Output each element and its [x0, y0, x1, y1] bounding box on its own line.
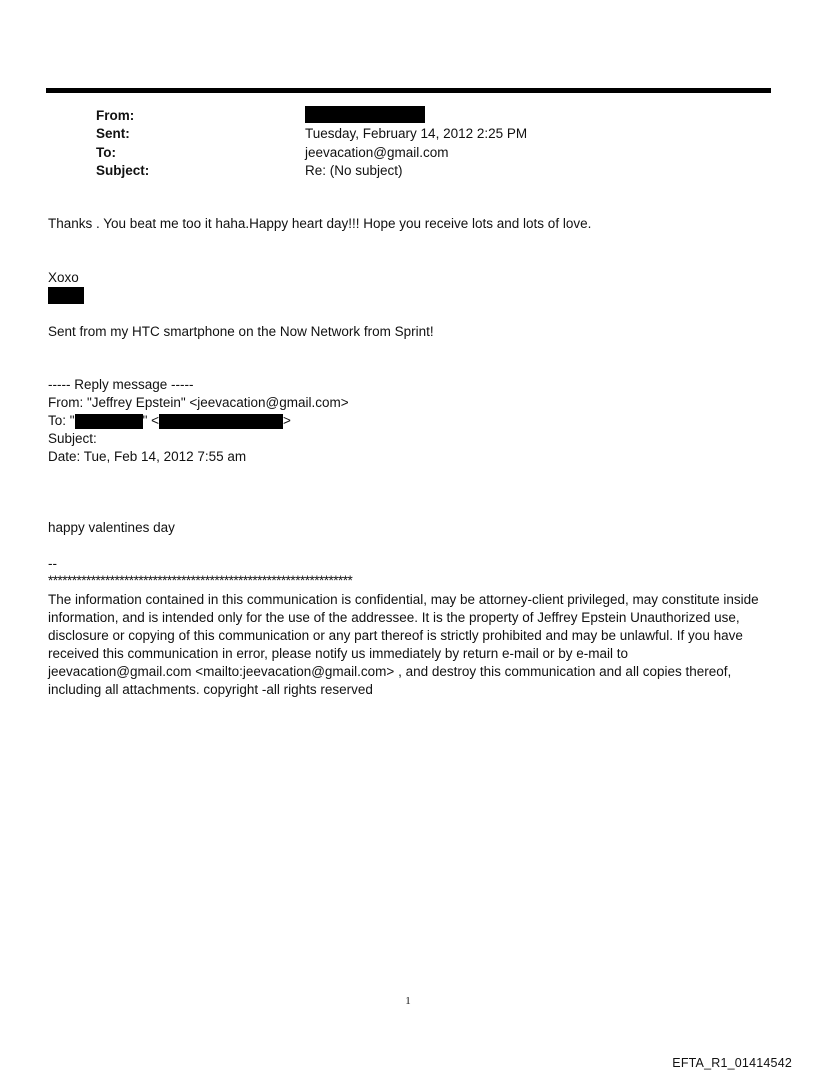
subject-label: Subject: — [96, 163, 150, 178]
reply-date: Date: Tue, Feb 14, 2012 7:55 am — [48, 449, 247, 464]
subject-value: Re: (No subject) — [305, 163, 403, 178]
signoff-text: Xoxo — [48, 270, 79, 285]
header-rule — [46, 88, 771, 93]
reply-subject: Subject: — [48, 431, 97, 446]
reply-divider: ----- Reply message ----- — [48, 377, 194, 392]
bates-number: EFTA_R1_01414542 — [672, 1056, 792, 1070]
redacted-signature — [48, 287, 84, 304]
reply-from: From: "Jeffrey Epstein" <jeevacation@gmail.com> — [48, 395, 349, 410]
sent-value: Tuesday, February 14, 2012 2:25 PM — [305, 126, 528, 141]
confidentiality-disclaimer: The information contained in this communication is confidential, may be attorney-client privileged, may constitute inside information, and is intended only for the use of the addressee. It is the property of Jeffrey Epstein Unauthorized use, disclosure or copying of this communication or any part thereof is strictly prohibited and may be unlawful. If you have received this communication in error, please notify us immediately by return e-mail or by e-mail to jeevacation@gmail.com <mailto:jeevacation@gmail.com> , and destroy this communication and all copies thereof, including all attachments. copyright -all rights reserved — [48, 592, 759, 697]
redacted-recipient-name — [75, 414, 143, 429]
message-text: Thanks . You beat me too it haha.Happy heart day!!! Hope you receive lots and lots of love. — [48, 216, 592, 231]
signature-dash: -- — [48, 556, 57, 571]
redacted-sender — [305, 106, 425, 123]
page-number: 1 — [405, 995, 411, 1007]
reply-to — [48, 412, 291, 430]
signature-stars: **************************************************************** — [48, 573, 353, 588]
redacted-recipient-email — [159, 414, 283, 429]
from-label: From: — [96, 108, 135, 123]
reply-to-suffix: > — [283, 413, 291, 428]
to-value: jeevacation@gmail.com — [305, 145, 449, 160]
reply-to-prefix: To: " — [48, 413, 75, 428]
device-signature: Sent from my HTC smartphone on the Now Network from Sprint! — [48, 324, 434, 339]
sent-label: Sent: — [96, 126, 130, 141]
reply-to-middle: " < — [142, 413, 159, 428]
to-label: To: — [96, 145, 116, 160]
reply-message: happy valentines day — [48, 520, 175, 535]
